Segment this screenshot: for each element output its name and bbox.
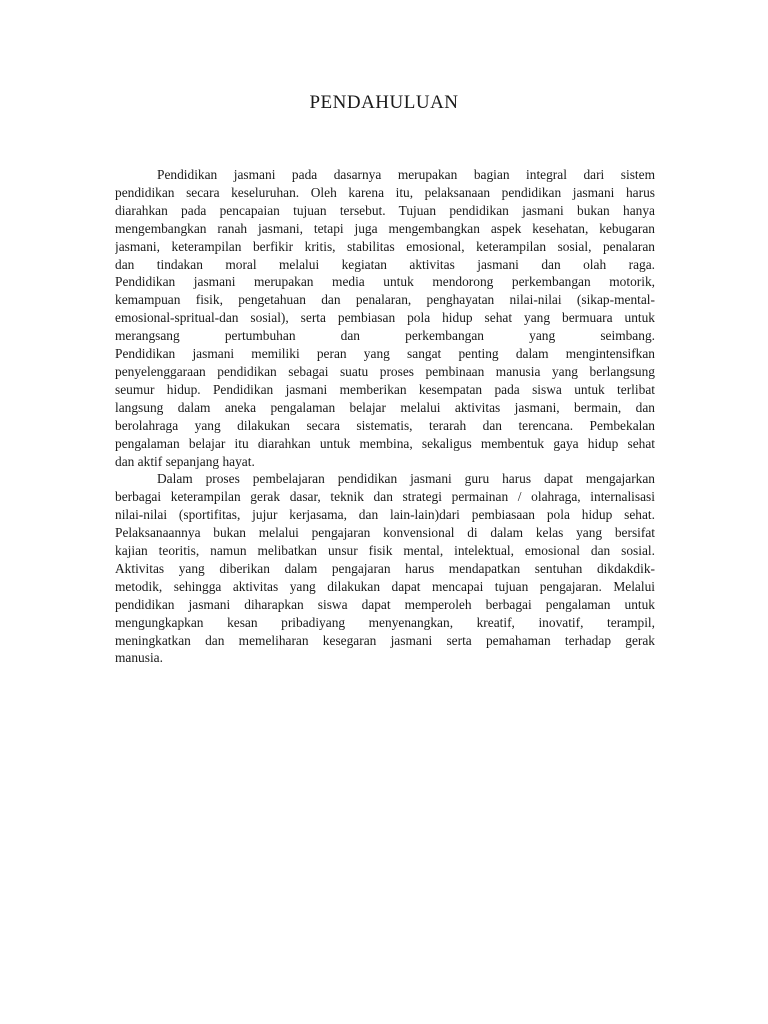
text-line: metodik, sehingga aktivitas yang dilakukan dapat mencapai tujuan pengajaran. Melalui — [115, 578, 655, 594]
text-line: kemampuan fisik, pengetahuan dan penalaran, penghayatan nilai-nilai (sikap-mental- — [115, 292, 655, 308]
text-line: langsung dalam aneka pengalaman belajar melalui aktivitas jasmani, bermain, dan — [115, 399, 655, 415]
text-line: penyelenggaraan pendidikan sebagai suatu proses pembinaan manusia yang berlangsung — [115, 363, 655, 379]
text-line: Pendidikan jasmani pada dasarnya merupakan bagian integral dari sistem — [157, 167, 655, 182]
text-line: pendidikan jasmani diharapkan siswa dapat memperoleh berbagai pengalaman untuk — [115, 596, 655, 612]
text-line: kajian teoritis, namun melibatkan unsur fisik mental, intelektual, emosional dan sosial. — [115, 543, 655, 559]
text-line: berbagai keterampilan gerak dasar, teknik dan strategi permainan / olahraga, internalisasi — [115, 489, 655, 505]
text-line: meningkatkan dan memeliharan kesegaran jasmani serta pemahaman terhadap gerak — [115, 632, 655, 648]
text-line: Pelaksanaannya bukan melalui pengajaran konvensional di dalam kelas yang bersifat — [115, 525, 655, 541]
text-line: Aktivitas yang diberikan dalam pengajaran harus mendapatkan sentuhan dikdakdik- — [115, 560, 655, 576]
text-line: mengungkapkan kesan pribadiyang menyenangkan, kreatif, inovatif, terampil, — [115, 614, 655, 630]
text-line: manusia. — [115, 650, 163, 666]
text-line: dan aktif sepanjang hayat. — [115, 453, 255, 469]
text-line: mengembangkan ranah jasmani, tetapi juga mengembangkan aspek kesehatan, kebugaran — [115, 220, 655, 236]
text-line: emosional-spritual-dan sosial), serta pembiasan pola hidup sehat yang bermuara untuk — [115, 310, 655, 326]
text-line: pengalaman belajar itu diarahkan untuk membina, sekaligus membentuk gaya hidup sehat — [115, 435, 655, 451]
text-line: diarahkan pada pencapaian tujuan tersebut. Tujuan pendidikan jasmani bukan hanya — [115, 202, 655, 218]
document-body — [115, 166, 655, 667]
text-line: pendidikan secara keseluruhan. Oleh karena itu, pelaksanaan pendidikan jasmani harus — [115, 184, 655, 200]
text-line: nilai-nilai (sportifitas, jujur kerjasama, dan lain-lain)dari pembiasaan pola hidup sehat. — [115, 507, 655, 523]
document-title: PENDAHULUAN — [309, 92, 459, 113]
text-line: Pendidikan jasmani merupakan media untuk mendorong perkembangan motorik, — [115, 274, 655, 290]
text-line: jasmani, keterampilan berfikir kritis, stabilitas emosional, keterampilan sosial, penalaran — [115, 238, 655, 254]
text-line: berolahraga yang dilakukan secara sistematis, terarah dan terencana. Pembekalan — [115, 417, 655, 433]
paragraph-1 — [115, 166, 655, 470]
text-line: dan tindakan moral melalui kegiatan aktivitas jasmani dan olah raga. — [115, 256, 655, 272]
paragraph-2 — [115, 470, 655, 667]
text-line: merangsang pertumbuhan dan perkembangan yang seimbang. — [115, 328, 655, 344]
text-line: seumur hidup. Pendidikan jasmani memberikan kesempatan pada siswa untuk terlibat — [115, 381, 655, 397]
text-line: Pendidikan jasmani memiliki peran yang sangat penting dalam mengintensifkan — [115, 346, 655, 362]
text-line: Dalam proses pembelajaran pendidikan jasmani guru harus dapat mengajarkan — [157, 471, 655, 487]
